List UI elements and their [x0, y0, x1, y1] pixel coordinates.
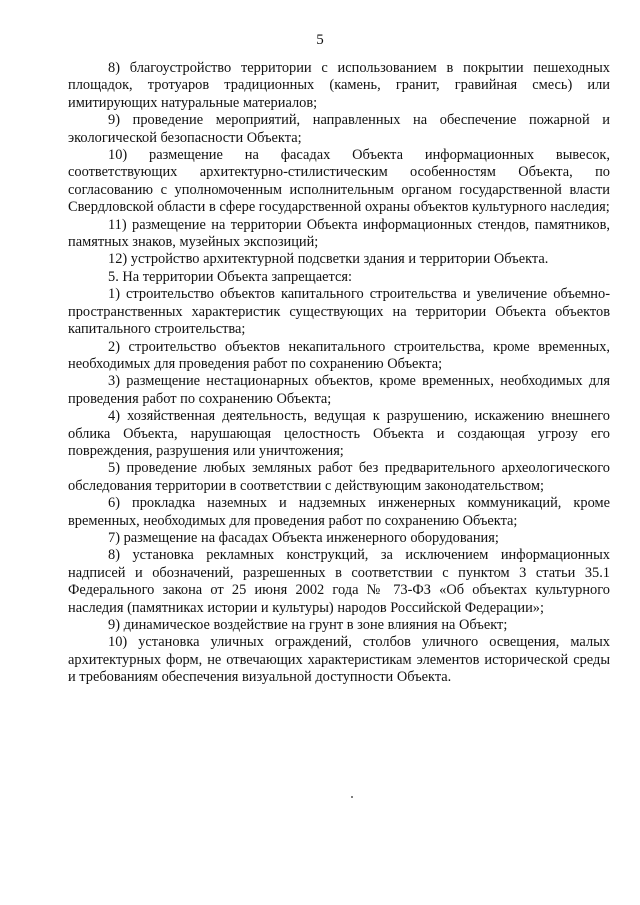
- prohibition-item-8: 8) установка рекламных конструкций, за исключением информационных надписей и обозначений, разрешенных в соответствии с пунктом 3 статьи 35.1 Федерального закона от 25 июня 2002 года № 73-ФЗ «Об объектах культурного наследия (памятниках истории и культуры) народов Российской Федерации»;: [68, 547, 610, 616]
- prohibition-item-10: 10) установка уличных ограждений, столбов уличного освещения, малых архитектурных форм, не отвечающих характеристикам элементов исторической среды и требованиям обеспечения визуальной доступности Объекта.: [68, 634, 610, 686]
- document-body: [68, 60, 610, 687]
- prohibition-item-4: 4) хозяйственная деятельность, ведущая к разрушению, искажению внешнего облика Объекта, нарушающая целостность Объекта и создающая угрозу его повреждения, разрушения или уничтожения;: [68, 408, 610, 459]
- prohibition-item-6: 6) прокладка наземных и надземных инженерных коммуникаций, кроме временных, необходимых для проведения работ по сохранению Объекта;: [68, 495, 610, 529]
- scan-speck: [351, 796, 353, 798]
- page-number: 5: [316, 32, 324, 48]
- prohibition-item-1: 1) строительство объектов капитального строительства и увеличение объемно-пространственных характеристик существующих на территории Объекта объектов капитального строительства;: [68, 286, 610, 338]
- paragraph-item-8: 8) благоустройство территории с использованием в покрытии пешеходных площадок, тротуаров традиционных (камень, гранит, гравийная смесь) или имитирующих натуральные материалов;: [68, 60, 610, 111]
- prohibition-item-2: 2) строительство объектов некапитального строительства, кроме временных, необходимых для проведения работ по сохранению Объекта;: [68, 338, 610, 372]
- prohibition-item-3: 3) размещение нестационарных объектов, кроме временных, необходимых для проведения работ по сохранению Объекта;: [68, 373, 610, 407]
- paragraph-item-9: 9) проведение мероприятий, направленных на обеспечение пожарной и экологической безопасности Объекта;: [68, 112, 610, 146]
- prohibition-item-5: 5) проведение любых земляных работ без предварительного археологического обследования территории в соответствии с действующим законодательством;: [68, 460, 610, 494]
- section-heading-5: 5. На территории Объекта запрещается:: [108, 268, 352, 285]
- prohibition-item-7: 7) размещение на фасадах Объекта инженерного оборудования;: [108, 529, 499, 546]
- prohibition-item-9: 9) динамическое воздействие на грунт в зоне влияния на Объект;: [108, 617, 508, 633]
- paragraph-item-12: 12) устройство архитектурной подсветки здания и территории Объекта.: [108, 251, 549, 268]
- paragraph-item-10: 10) размещение на фасадах Объекта информационных вывесок, соответствующих архитектурно-стилистическим особенностям Объекта, по согласованию с уполномоченным исполнительным органом государственной власти Свердловской области в сфере государственной охраны объектов культурного наследия;: [68, 147, 610, 216]
- paragraph-item-11: 11) размещение на территории Объекта информационных стендов, памятников, памятных знаков, музейных экспозиций;: [68, 216, 610, 251]
